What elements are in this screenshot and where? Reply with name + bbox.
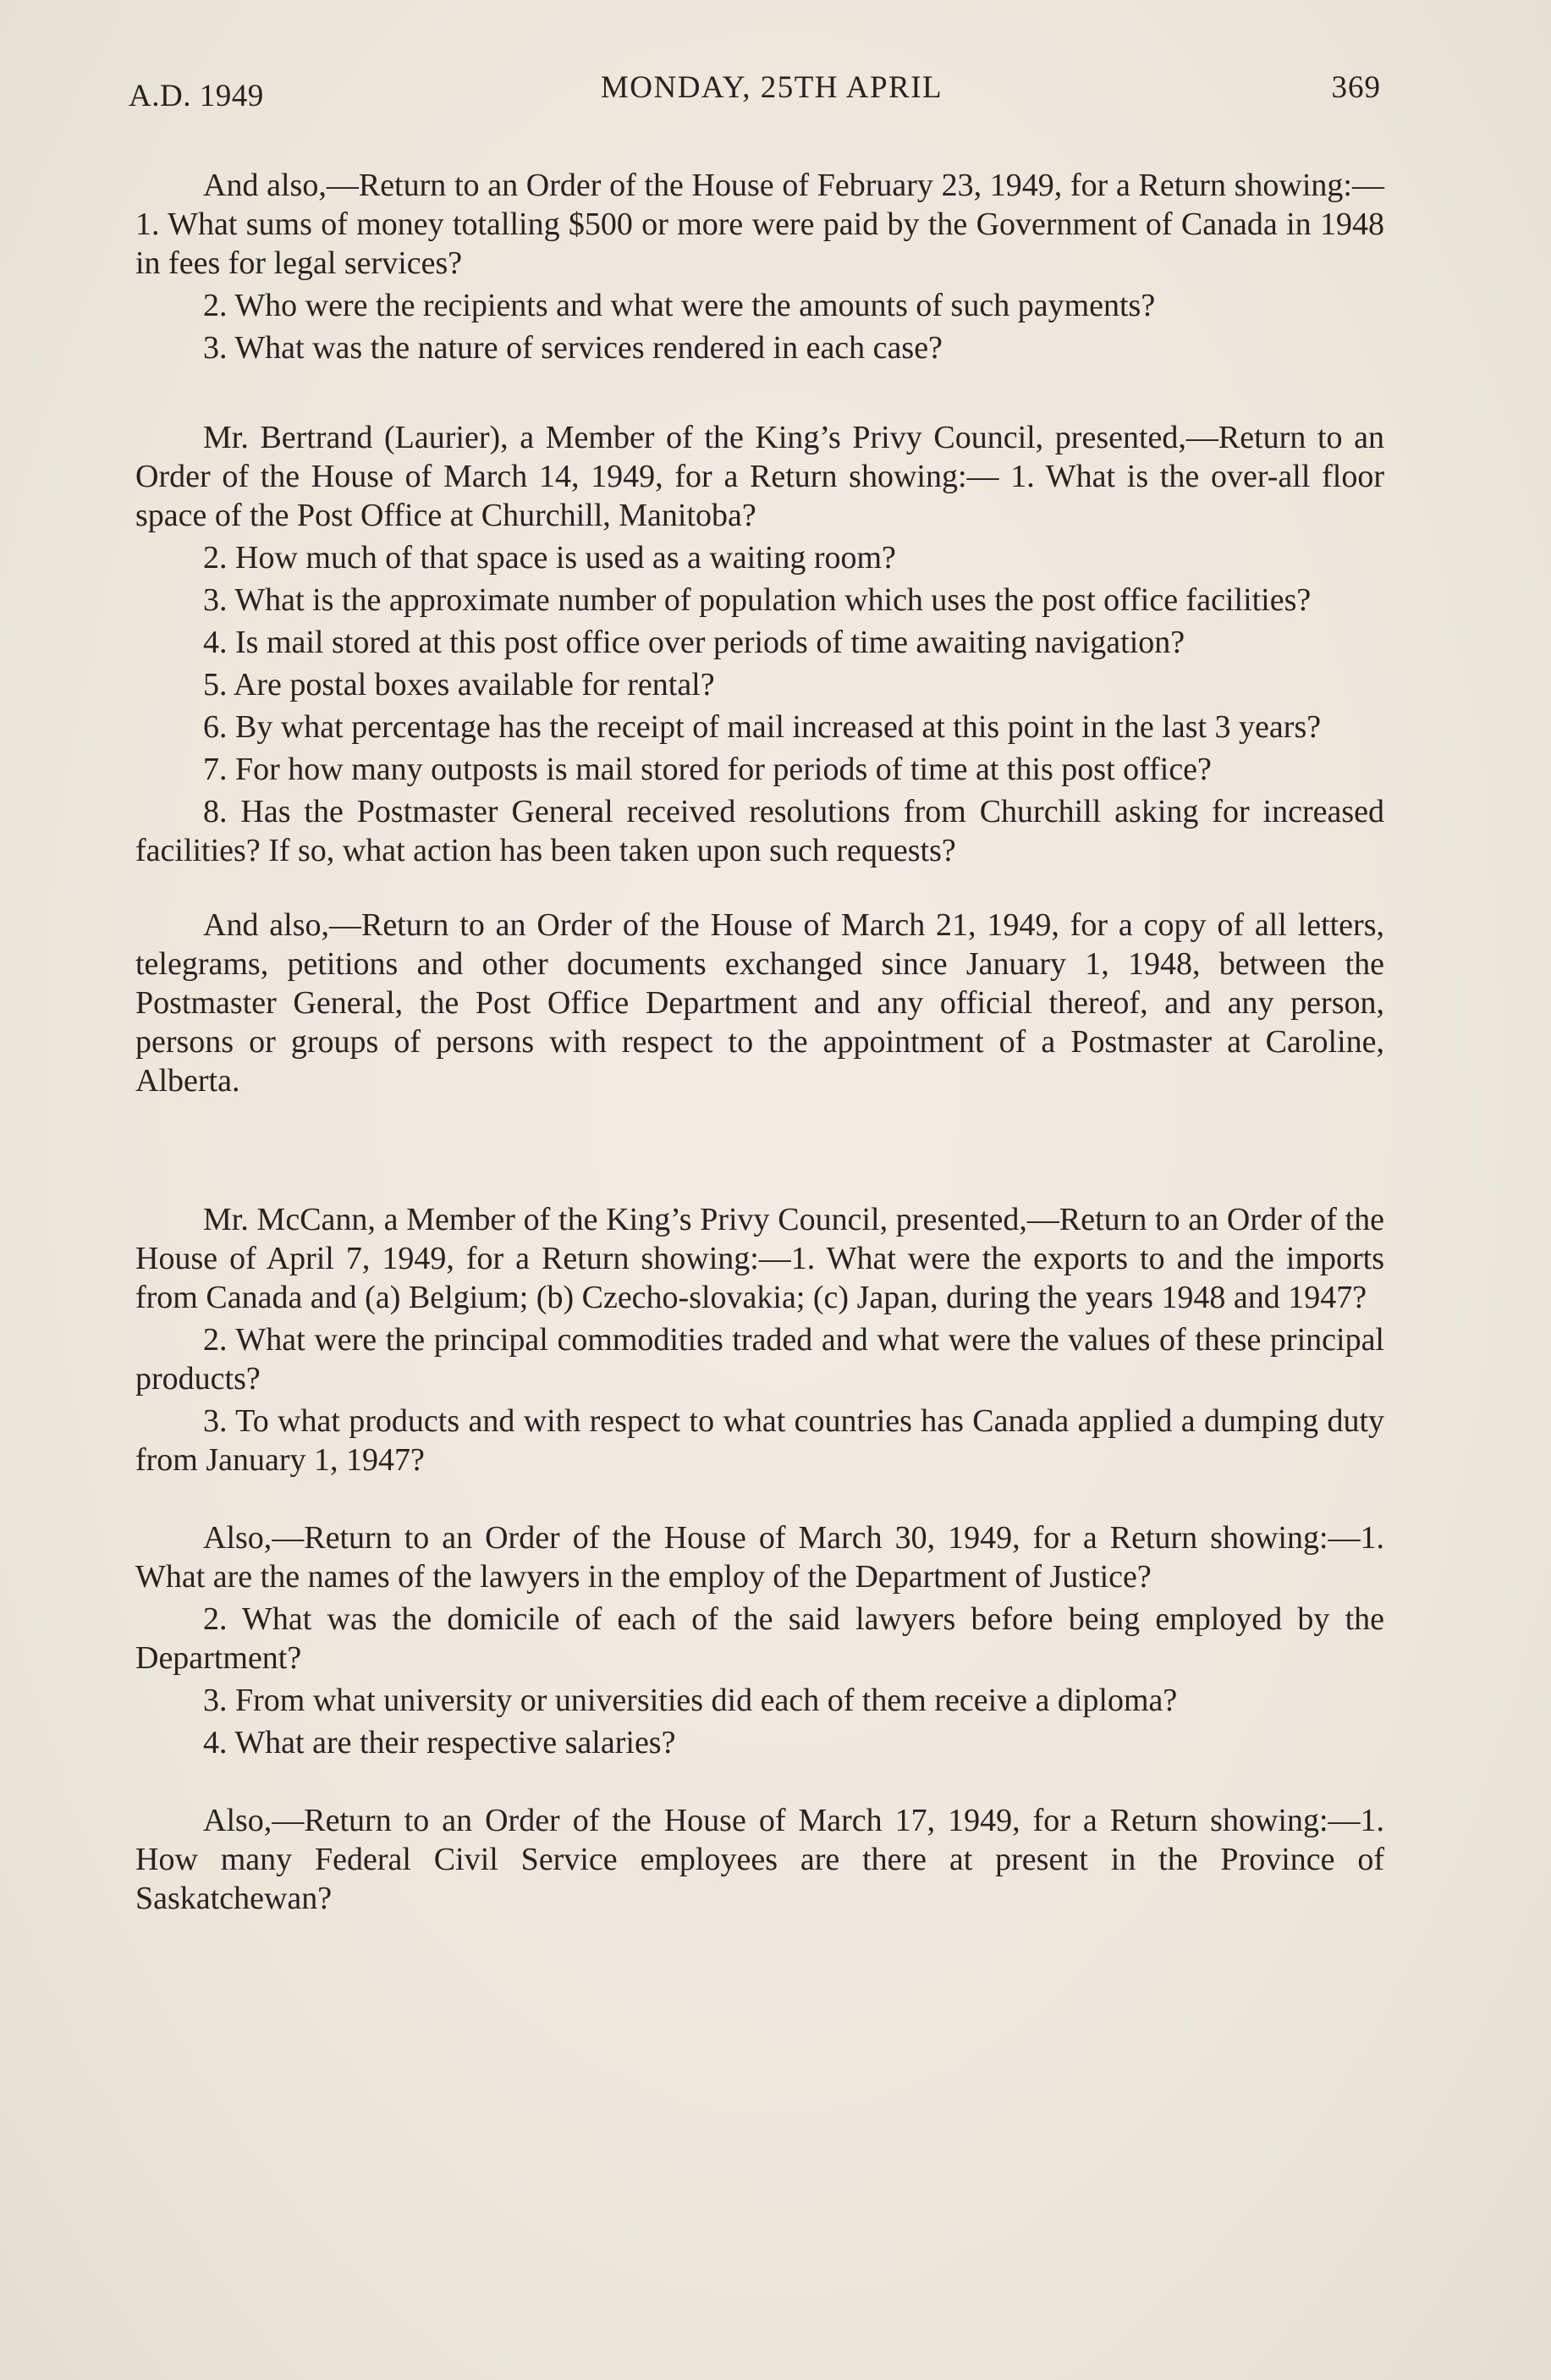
block-item: 7. For how many outposts is mail stored for periods of time at this post office?	[203, 752, 1212, 787]
block-intro: And also,—Return to an Order of the House of February 23, 1949, for a Return showing:—1. What sums of money totalling $500 or more were paid by the Government of Canada in 1948 in fees for legal services?	[135, 168, 1384, 281]
block-intro: Also,—Return to an Order of the House of March 30, 1949, for a Return showing:—1. What are the names of the lawyers in the employ of the Department of Justice?	[135, 1520, 1384, 1595]
block-item: 2. Who were the recipients and what were the amounts of such payments?	[203, 288, 1156, 323]
block-intro: And also,—Return to an Order of the House of March 21, 1949, for a copy of all letters, telegrams, petitions and other documents exchanged since January 1, 1948, between the Postmaster General, the Post Office Department and any official thereof, and any person, persons or groups of persons with respect to the appointment of a Postmaster at Caroline, Alberta.	[135, 907, 1384, 1099]
return-justice-lawyers	[135, 1518, 1384, 1762]
block-item: 4. What are their respective salaries?	[203, 1725, 676, 1760]
page-body	[135, 166, 1384, 1921]
return-churchill-post-office	[135, 418, 1384, 870]
return-caroline-postmaster	[135, 906, 1384, 1100]
block-item: 3. What was the nature of services rendered in each case?	[203, 330, 943, 366]
header-year: A.D. 1949	[129, 79, 264, 113]
header-date: MONDAY, 25TH APRIL	[600, 70, 943, 105]
block-item: 2. What were the principal commodities traded and what were the values of these principal products?	[135, 1322, 1384, 1397]
block-item: 3. What is the approximate number of population which uses the post office facilities?	[203, 582, 1312, 618]
block-item: 2. How much of that space is used as a waiting room?	[203, 540, 896, 576]
page-header	[129, 69, 1381, 120]
block-item: 2. What was the domicile of each of the said lawyers before being employed by the Department?	[135, 1601, 1384, 1676]
return-civil-service-employees	[135, 1801, 1384, 1918]
block-item: 3. From what university or universities did each of them receive a diploma?	[203, 1683, 1178, 1718]
block-intro: Also,—Return to an Order of the House of March 17, 1949, for a Return showing:—1. How many Federal Civil Service employees are there at present in the Province of Saskatchewan?	[135, 1803, 1384, 1916]
block-intro: Mr. Bertrand (Laurier), a Member of the King’s Privy Council, presented,—Return to an Order of the House of March 14, 1949, for a Return showing:— 1. What is the over-all floor space of the Post Office at Churchill, Manitoba?	[135, 420, 1384, 533]
block-item: 5. Are postal boxes available for rental?	[203, 667, 715, 702]
block-item: 6. By what percentage has the receipt of mail increased at this point in the last 3 years?	[203, 709, 1322, 745]
block-item: 3. To what products and with respect to what countries has Canada applied a dumping duty from January 1, 1947?	[135, 1403, 1384, 1478]
block-item: 8. Has the Postmaster General received resolutions from Churchill asking for increased facilities? If so, what action has been taken upon such requests?	[135, 794, 1384, 868]
block-intro: Mr. McCann, a Member of the King’s Privy Council, presented,—Return to an Order of the House of April 7, 1949, for a Return showing:—1. What were the exports to and the imports from Canada and (a) Belgium; (b) Czecho-slovakia; (c) Japan, during the years 1948 and 1947?	[135, 1202, 1384, 1315]
return-legal-fees	[135, 166, 1384, 367]
block-item: 4. Is mail stored at this post office over periods of time awaiting navigation?	[203, 625, 1185, 660]
page-number: 369	[1331, 70, 1381, 105]
return-exports-imports	[135, 1200, 1384, 1479]
